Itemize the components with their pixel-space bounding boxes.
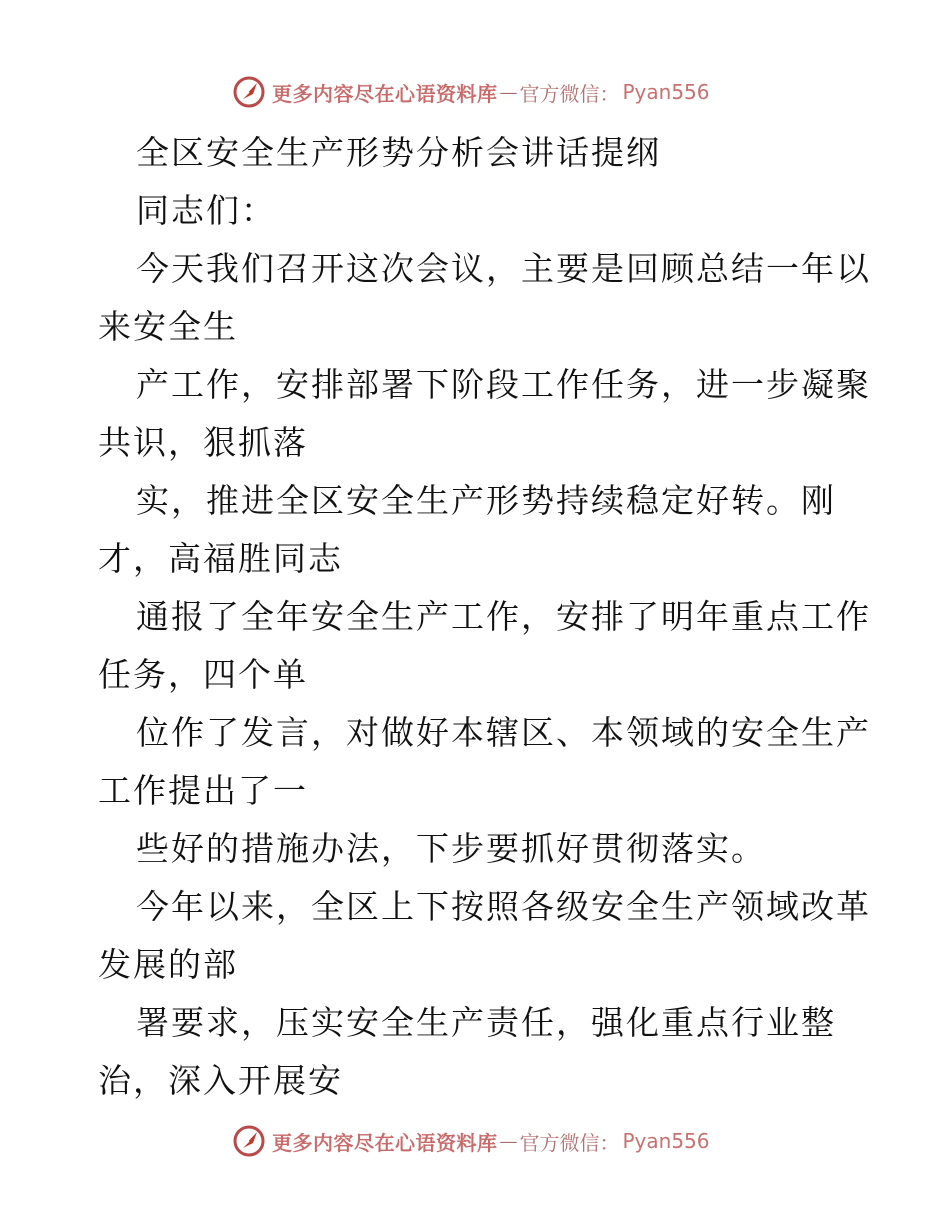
quill-logo-icon — [232, 75, 266, 109]
banner-wechat-label: 官方微信： — [519, 81, 620, 106]
text-line: 实，推进全区安全生产形势持续稳定好转。刚 — [136, 481, 836, 520]
banner-main-text: 更多内容尽在心语资料库 — [272, 1130, 498, 1155]
text-line: 任务，四个单 — [98, 655, 308, 694]
text-line: 些好的措施办法，下步要抓好贯彻落实。 — [136, 829, 766, 868]
document-body — [98, 124, 871, 1110]
text-line: 才，高福胜同志 — [98, 539, 343, 578]
banner-wechat-account: Pyan556 — [622, 80, 710, 104]
text-line: 署要求，压实安全生产责任，强化重点行业整 — [136, 1003, 836, 1042]
banner-dash: — — [499, 81, 518, 103]
banner-wechat-label: 官方微信： — [519, 1130, 620, 1155]
text-line: 来安全生 — [98, 307, 238, 346]
text-line: 产工作，安排部署下阶段工作任务，进一步凝聚 — [136, 365, 871, 404]
salutation: 同志们： — [136, 191, 276, 230]
text-line: 工作提出了一 — [98, 771, 308, 810]
banner-wechat-account: Pyan556 — [622, 1129, 710, 1153]
banner-main-text: 更多内容尽在心语资料库 — [272, 81, 498, 106]
document-title: 全区安全生产形势分析会讲话提纲 — [136, 133, 661, 172]
text-line: 通报了全年安全生产工作，安排了明年重点工作 — [136, 597, 871, 636]
banner-dash: — — [499, 1130, 518, 1152]
header-banner — [232, 72, 710, 112]
text-line: 治，深入开展安 — [98, 1061, 343, 1100]
footer-banner — [232, 1121, 710, 1161]
text-line: 发展的部 — [98, 945, 238, 984]
quill-logo-icon — [232, 1124, 266, 1158]
text-line: 今天我们召开这次会议，主要是回顾总结一年以 — [136, 249, 871, 288]
text-line: 位作了发言，对做好本辖区、本领域的安全生产 — [136, 713, 871, 752]
text-line: 今年以来，全区上下按照各级安全生产领域改革 — [136, 887, 871, 926]
text-line: 共识，狠抓落 — [98, 423, 308, 462]
